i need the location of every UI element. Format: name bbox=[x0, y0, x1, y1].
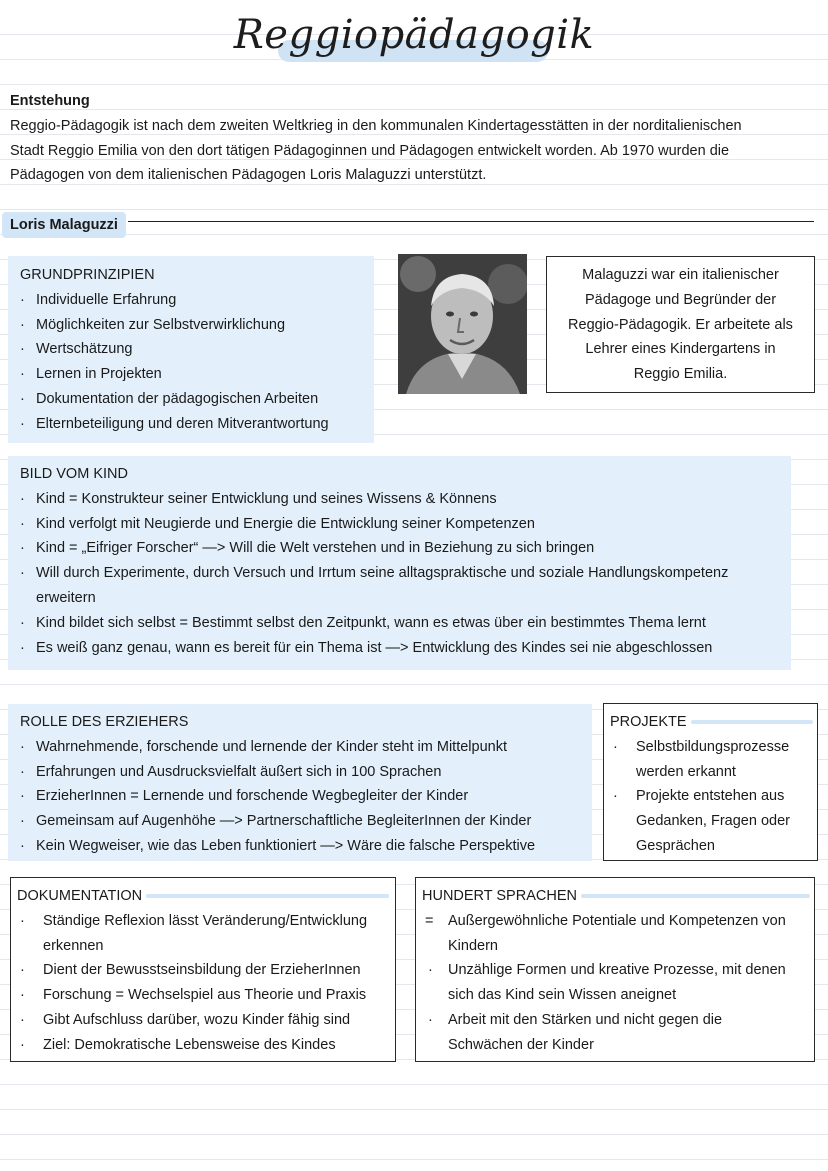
entstehung-line: Reggio-Pädagogik ist nach dem zweiten Weltkrieg in den kommunalen Kindertagesstätten in der norditalienischen bbox=[10, 117, 742, 134]
list-item: · Kind = „Eifriger Forscher“ —> Will die Welt verstehen und in Beziehung zu sich bringen bbox=[20, 540, 595, 557]
list-item: · Wertschätzung bbox=[20, 341, 133, 358]
list-item: · Gemeinsam auf Augenhöhe —> Partnerschaftliche BegleiterInnen der Kinder bbox=[20, 813, 532, 830]
projekte-heading: PROJEKTE bbox=[610, 710, 813, 735]
grundprinzipien-heading: GRUNDPRINZIPIEN bbox=[20, 267, 155, 283]
projekte-box bbox=[603, 703, 818, 861]
list-item: · Dient der Bewusstseinsbildung der ErzieherInnen bbox=[20, 962, 361, 979]
list-item: · Kind bildet sich selbst = Bestimmt selbst den Zeitpunkt, wann es etwas über ein bestimmtes Thema lernt bbox=[20, 614, 706, 631]
list-item: · ErzieherInnen = Lernende und forschende Wegbegleiter der Kinder bbox=[20, 788, 469, 805]
list-item-continuation: erweitern bbox=[36, 589, 96, 606]
list-item: · Kein Wegweiser, wie das Leben funktioniert —> Wäre die falsche Perspektive bbox=[20, 837, 536, 854]
entstehung-line: Pädagogen von dem italienischen Pädagogen Loris Malaguzzi unterstützt. bbox=[10, 167, 487, 184]
bio-line: Lehrer eines Kindergartens in bbox=[585, 341, 776, 358]
list-item-continuation: Kindern bbox=[448, 937, 498, 954]
list-item: · Wahrnehmende, forschende und lernende der Kinder steht im Mittelpunkt bbox=[20, 738, 507, 755]
list-item-continuation: Schwächen der Kinder bbox=[448, 1036, 594, 1053]
list-item: · Es weiß ganz genau, wann es bereit für ein Thema ist —> Entwicklung des Kindes sei nie abgeschlossen bbox=[20, 639, 713, 656]
list-item: · Will durch Experimente, durch Versuch und Irrtum seine alltagspraktische und soziale Handlungskompetenz bbox=[20, 565, 729, 582]
malaguzzi-label: Loris Malaguzzi bbox=[2, 212, 126, 238]
bio-line: Reggio-Pädagogik. Er arbeitete als bbox=[568, 316, 793, 333]
list-item: · Kind verfolgt mit Neugierde und Energie die Entwicklung seiner Kompetenzen bbox=[20, 515, 535, 532]
list-item: · Individuelle Erfahrung bbox=[20, 291, 177, 308]
dokumentation-heading: DOKUMENTATION bbox=[17, 884, 389, 909]
portrait-image bbox=[398, 254, 527, 394]
list-item-continuation: Gesprächen bbox=[636, 837, 715, 854]
list-item-continuation: sich das Kind sein Wissen aneignet bbox=[448, 987, 677, 1004]
entstehung-heading: Entstehung bbox=[10, 93, 90, 109]
list-item: · Dokumentation der pädagogischen Arbeiten bbox=[20, 390, 319, 407]
list-item-continuation: Gedanken, Fragen oder bbox=[636, 813, 790, 830]
list-item: · Projekte entstehen aus bbox=[613, 788, 785, 805]
list-item: · Elternbeteiligung und deren Mitverantwortung bbox=[20, 415, 329, 432]
list-item: · Ständige Reflexion lässt Veränderung/Entwicklung bbox=[20, 912, 368, 929]
grundprinzipien-section bbox=[10, 263, 372, 437]
list-item: · Kind = Konstrukteur seiner Entwicklung und seines Wissens & Könnens bbox=[20, 490, 497, 507]
list-item: · Erfahrungen und Ausdrucksvielfalt äußert sich in 100 Sprachen bbox=[20, 763, 442, 780]
list-item: · Möglichkeiten zur Selbstverwirklichung bbox=[20, 316, 286, 333]
rolle-heading: ROLLE DES ERZIEHERS bbox=[20, 714, 189, 730]
list-item: · Arbeit mit den Stärken und nicht gegen die bbox=[428, 1011, 723, 1028]
rolle-section bbox=[10, 710, 592, 859]
bio-line: Pädagoge und Begründer der bbox=[584, 291, 777, 308]
malaguzzi-photo bbox=[398, 254, 527, 394]
malaguzzi-bio-box bbox=[546, 256, 815, 393]
entstehung-section bbox=[10, 89, 820, 188]
list-item: · Selbstbildungsprozesse bbox=[613, 738, 790, 755]
bio-line: Malaguzzi war ein italienischer bbox=[582, 267, 779, 283]
bild-vom-kind-heading: BILD VOM KIND bbox=[20, 466, 128, 482]
list-item: · Ziel: Demokratische Lebensweise des Kindes bbox=[20, 1036, 336, 1053]
page-title: Reggiopädagogik bbox=[233, 12, 595, 58]
bild-vom-kind-section bbox=[10, 462, 800, 660]
bio-line: Reggio Emilia. bbox=[633, 366, 728, 383]
hundert-sprachen-box bbox=[415, 877, 815, 1062]
entstehung-line: Stadt Reggio Emilia von den dort tätigen Pädagoginnen und Pädagogen entwickelt worden. Ab 1970 wurden die bbox=[10, 142, 730, 159]
list-item: · Unzählige Formen und kreative Prozesse, mit denen bbox=[428, 962, 786, 979]
list-item: = Außergewöhnliche Potentiale und Kompetenzen von bbox=[425, 912, 786, 929]
list-item-continuation: erkennen bbox=[43, 937, 104, 954]
list-item: · Lernen in Projekten bbox=[20, 366, 162, 383]
dokumentation-box bbox=[10, 877, 396, 1062]
list-item-continuation: werden erkannt bbox=[636, 763, 736, 780]
list-item: · Forschung = Wechselspiel aus Theorie und Praxis bbox=[20, 987, 367, 1004]
section-divider bbox=[128, 221, 814, 222]
list-item: · Gibt Aufschluss darüber, wozu Kinder fähig sind bbox=[20, 1011, 351, 1028]
hundert-sprachen-heading: HUNDERT SPRACHEN bbox=[422, 884, 810, 909]
